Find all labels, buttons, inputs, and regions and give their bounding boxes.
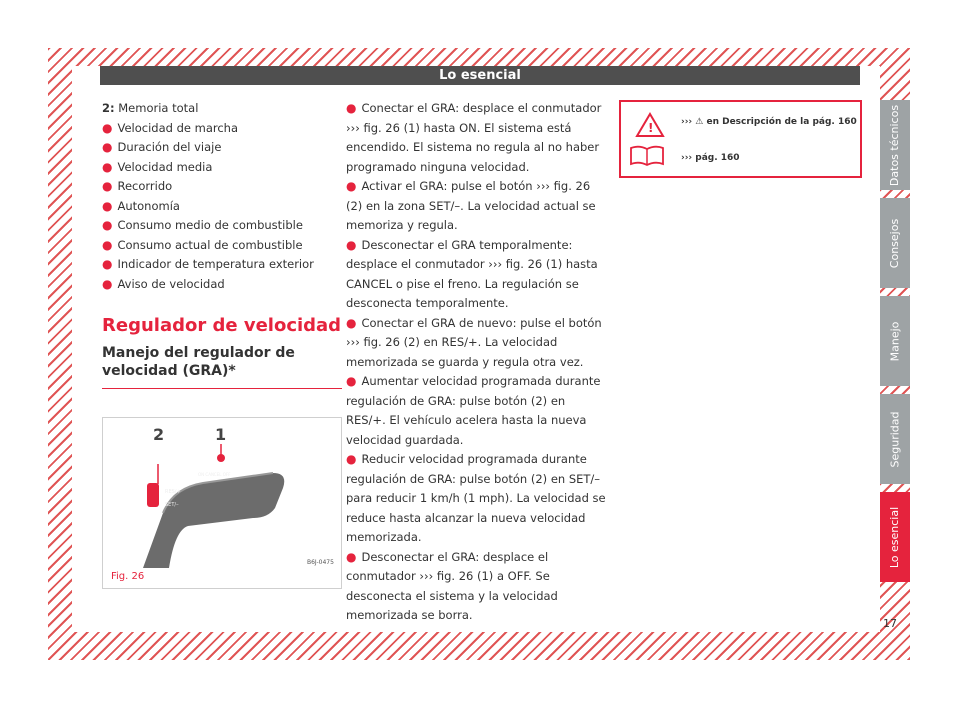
tab-label: Lo esencial xyxy=(888,506,902,568)
list-item xyxy=(102,119,342,139)
list-item-text: Autonomía xyxy=(117,198,180,213)
chapter-tabs xyxy=(880,100,910,590)
warning-ref-2: ››› pág. 160 xyxy=(681,153,740,163)
instruction-paragraph xyxy=(346,548,606,626)
instruction-paragraph xyxy=(346,450,606,548)
memory-label-text: Memoria total xyxy=(114,101,199,115)
tab-manejo[interactable] xyxy=(880,296,910,386)
bullet-dot: ● xyxy=(346,101,357,115)
tab-lo-esencial[interactable] xyxy=(880,492,910,582)
memory-label-number: 2: xyxy=(102,101,115,115)
list-item xyxy=(102,158,342,178)
list-item xyxy=(102,275,342,295)
tab-label: Manejo xyxy=(888,321,902,361)
subsection-title: Manejo del regulador de velocidad (GRA)* xyxy=(102,344,342,389)
instruction-text: Conectar el GRA: desplace el conmutador ››› fig. 26 (1) hasta ON. El sistema está encendido. El sistema no regula al no haber programado ninguna velocidad. xyxy=(346,101,602,174)
tab-consejos[interactable] xyxy=(880,198,910,288)
list-item-text: Consumo actual de combustible xyxy=(117,237,303,252)
list-item xyxy=(102,177,342,197)
bullet-dot: ● xyxy=(102,120,113,135)
bullet-dot: ● xyxy=(346,179,357,193)
list-item-text: Consumo medio de combustible xyxy=(117,218,303,232)
instruction-paragraph xyxy=(346,99,606,177)
list-item xyxy=(102,236,342,256)
bullet-dot: ● xyxy=(102,159,113,174)
bullet-dot: ● xyxy=(346,374,357,388)
stalk-illustration xyxy=(103,418,341,568)
bullet-dot: ● xyxy=(102,237,113,252)
warning-ref-1: ››› ⚠ en Descripción de la pág. 160 xyxy=(681,117,857,127)
list-item-text: Indicador de temperatura exterior xyxy=(117,257,314,271)
bullet-dot: ● xyxy=(346,549,357,564)
bullet-dot: ● xyxy=(346,237,357,252)
instruction-paragraph xyxy=(346,177,606,236)
figure-caption: Fig. 26 xyxy=(111,571,145,582)
instruction-text: Aumentar velocidad programada durante regulación de GRA: pulse botón (2) en RES/+. El vehículo acelera hasta la nueva velocidad guardada. xyxy=(346,374,601,447)
bullet-dot: ● xyxy=(102,140,113,154)
bullet-dot: ● xyxy=(102,218,113,232)
callout-2: 2 xyxy=(153,425,165,444)
stalk-shape xyxy=(143,473,284,568)
svg-text:!: ! xyxy=(648,121,654,135)
bullet-list xyxy=(102,119,342,295)
instruction-paragraph xyxy=(346,314,606,373)
section-title: Regulador de velocidad xyxy=(102,315,342,336)
memory-label xyxy=(102,99,342,119)
instruction-text: Reducir velocidad programada durante regulación de GRA: pulse botón (2) en SET/– para reducir 1 km/h (1 mph). La velocidad se reduce hasta alcanzar la nueva velocidad memorizada. xyxy=(346,452,606,544)
label-set: SET/– xyxy=(165,502,179,508)
list-item-text: Aviso de velocidad xyxy=(117,276,225,291)
list-item-text: Recorrido xyxy=(117,179,173,193)
instruction-paragraph xyxy=(346,236,606,314)
instruction-text: Desconectar el GRA temporalmente: desplace el conmutador ››› fig. 26 (1) hasta CANCEL o pise el freno. La regulación se desconecta temporalmente. xyxy=(346,237,598,310)
warning-triangle-icon xyxy=(635,112,665,138)
bullet-dot: ● xyxy=(346,452,357,466)
tab-label: Seguridad xyxy=(888,411,902,467)
list-item xyxy=(102,138,342,158)
bullet-dot: ● xyxy=(102,257,113,271)
instruction-text: Desconectar el GRA: desplace el conmutador ››› fig. 26 (1) a OFF. Se desconecta el sistema y la velocidad memorizada se borra. xyxy=(346,549,558,622)
instruction-text: Activar el GRA: pulse el botón ››› fig. 26 (2) en la zona SET/–. La velocidad actual se memoriza y regula. xyxy=(346,179,596,232)
list-item-text: Velocidad de marcha xyxy=(117,120,238,135)
list-item xyxy=(102,216,342,236)
left-column xyxy=(102,99,342,389)
label-res: RES/+ xyxy=(165,489,181,495)
list-item-text: Duración del viaje xyxy=(117,140,222,154)
figure-code: B6J-0475 xyxy=(307,559,334,566)
page-header: Lo esencial xyxy=(100,66,860,85)
figure-26 xyxy=(102,417,342,589)
warning-box xyxy=(619,100,862,178)
bullet-dot: ● xyxy=(102,179,113,193)
bullet-dot: ● xyxy=(346,315,357,330)
list-item-text: Velocidad media xyxy=(117,159,213,174)
right-column xyxy=(346,99,606,626)
list-item xyxy=(102,255,342,275)
callout-1: 1 xyxy=(215,425,227,444)
label-switch: ON CANCEL OFF xyxy=(198,472,231,477)
bullet-dot: ● xyxy=(102,276,113,291)
tab-seguridad[interactable] xyxy=(880,394,910,484)
book-icon xyxy=(629,144,669,170)
tab-datos-técnicos[interactable] xyxy=(880,100,910,190)
list-item xyxy=(102,197,342,217)
bullet-dot: ● xyxy=(102,198,113,213)
instruction-text: Conectar el GRA de nuevo: pulse el botón ››› fig. 26 (2) en RES/+. La velocidad memorizada se guarda y regula otra vez. xyxy=(346,315,602,369)
tab-label: Consejos xyxy=(888,218,902,268)
set-button xyxy=(147,483,159,507)
tab-label: Datos técnicos xyxy=(888,104,902,186)
page-number: 17 xyxy=(883,617,897,630)
instruction-paragraph xyxy=(346,372,606,450)
